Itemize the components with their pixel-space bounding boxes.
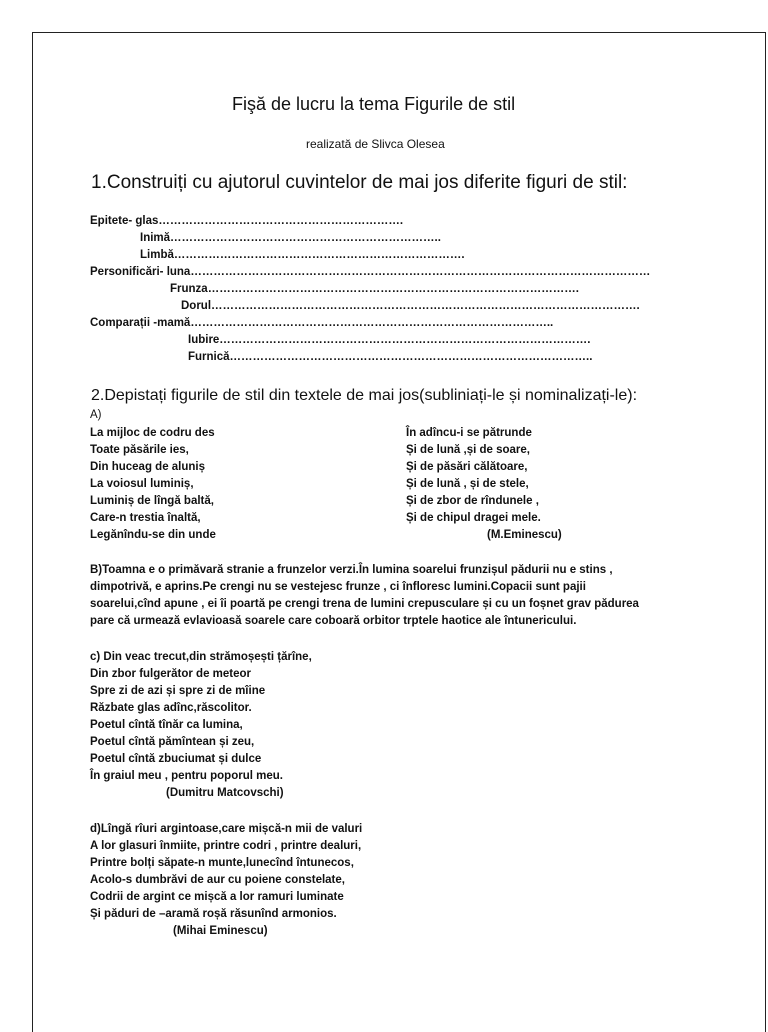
poem-a-left-line: La mijloc de codru des (90, 427, 215, 439)
poem-c-line: c) Din veac trecut,din strămoșești țărîne, (90, 651, 312, 663)
task1-line: Epitete- glas………………………………………………………. (90, 215, 404, 227)
poem-c-line: Poetul cîntă pămîntean și zeu, (90, 736, 255, 748)
poem-c-line: În graiul meu , pentru poporul meu. (90, 770, 283, 782)
poem-c-line: Poetul cîntă tînăr ca lumina, (90, 719, 243, 731)
task1-line: Limbă…………………………………………………………………. (140, 249, 465, 261)
poem-a-left-line: Luminiș de lîngă baltă, (90, 495, 214, 507)
task1-line: Frunza……………………………………………………………………………………. (170, 283, 579, 295)
text-b-line: soarelui,cînd apune , ei îi poartă pe crengi trena de lumini crepusculare și cu un foșnet grav pădurea (90, 598, 639, 610)
poem-d-line: Printre bolți săpate-n munte,lunecînd întunecos, (90, 857, 354, 869)
page-title: Fişă de lucru la tema Figurile de stil (232, 94, 516, 114)
text-b-line: B)Toamna e o primăvară stranie a frunzelor verzi.În lumina soarelui frunzișul pădurii nu e stins , (90, 564, 613, 576)
poem-a-right-line: Și de lună , și de stele, (406, 478, 529, 490)
poem-a-right-line: Și de zbor de rîndunele , (406, 495, 539, 507)
poem-d-line: d)Lîngă rîuri argintoase,care mișcă-n mii de valuri (90, 823, 363, 835)
task2-heading: 2.Depistați figurile de stil din textele de mai jos(subliniați-le și nominalizați-le): (91, 387, 638, 404)
task1-line: Comparații -mamă………………………………………………………………………………….. (90, 317, 554, 329)
task1-line: Furnică………………………………………………………………………………….. (188, 351, 593, 363)
poem-a-left-line: La voiosul luminiș, (90, 478, 194, 490)
poem-c-line: Spre zi de azi și spre zi de mîine (90, 685, 266, 697)
author-subtitle: realizată de Slivca Olesea (306, 137, 445, 151)
poem-a-left-line: Legănîndu-se din unde (90, 529, 216, 541)
poem-a-right-line: Și de lună ,și de soare, (406, 444, 530, 456)
poem-d-line: Și păduri de –aramă roșă răsunînd armonios. (90, 908, 337, 920)
section-a-label: A) (90, 409, 102, 421)
poem-c-line: Răzbate glas adînc,răscolitor. (90, 702, 252, 714)
poem-a-right-line: În adîncu-i se pătrunde (406, 427, 532, 439)
poem-d-line: Acolo-s dumbrăvi de aur cu poiene constelate, (90, 874, 345, 886)
poem-d-author: (Mihai Eminescu) (173, 925, 268, 937)
poem-c-line: Poetul cîntă zbuciumat și dulce (90, 753, 262, 765)
poem-a-left-line: Care-n trestia înaltă, (90, 512, 201, 524)
poem-a-left-line: Din huceag de aluniș (90, 461, 206, 473)
task1-line: Inimă…………………………………………………………….. (140, 232, 441, 244)
poem-a-left-line: Toate păsările ies, (90, 444, 189, 456)
poem-c-author: (Dumitru Matcovschi) (166, 787, 284, 799)
task1-heading: 1.Construiți cu ajutorul cuvintelor de mai jos diferite figuri de stil: (91, 172, 628, 193)
task1-line: Iubire……………………………………………………………………………………. (188, 334, 591, 346)
task1-line: Dorul…………………………………………………………………………………………………. (181, 300, 640, 312)
poem-a-right-line: Și de chipul dragei mele. (406, 512, 541, 524)
poem-d-line: A lor glasuri înmiite, printre codri , printre dealuri, (90, 840, 362, 852)
poem-d-line: Codrii de argint ce mișcă a lor ramuri luminate (90, 891, 344, 903)
document-page (32, 32, 766, 1032)
text-b-line: dimpotrivă, e aprins.Pe crengi nu se vestejesc frunze , ci înfloresc lumini.Copacii sunt pajii (90, 581, 586, 593)
task1-line: Personificări- luna………………………………………………………………………………………………………… (90, 266, 651, 278)
poem-c-line: Din zbor fulgerător de meteor (90, 668, 252, 680)
text-b-line: pare că urmează evlavioasă soarele care coboară orbitor trptele haotice ale întunericului. (90, 615, 577, 627)
poem-a-author: (M.Eminescu) (487, 529, 562, 541)
poem-a-right-line: Și de păsări călătoare, (406, 461, 528, 473)
